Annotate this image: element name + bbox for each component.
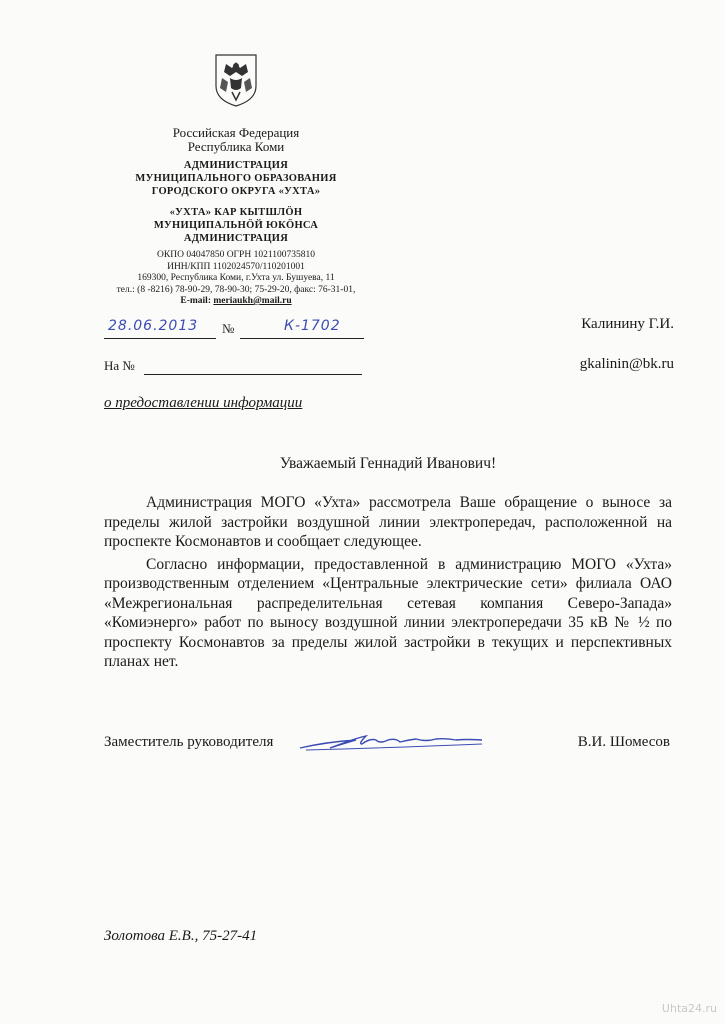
header-admin-ru — [100, 159, 372, 198]
reference-number-label: На № — [104, 358, 135, 373]
header-admin-ru-line: АДМИНИСТРАЦИЯ — [183, 160, 289, 171]
header-admin-ru-line: ГОРОДСКОГО ОКРУГА «УХТА» — [151, 186, 321, 197]
header-requisites — [100, 250, 372, 308]
executor-contact: Золотова Е.В., 75-27-41 — [104, 928, 258, 944]
header-republic: Республика Коми — [187, 139, 285, 154]
date-handwritten: 28.06.2013 — [108, 318, 199, 334]
header-admin-komi-line: МУНИЦИПАЛЬНӦЙ ЮКӦНСА — [153, 220, 319, 231]
number-label: № — [222, 321, 235, 336]
letter-body — [104, 493, 672, 675]
requisites-line: 169300, Республика Коми, г.Ухта ул. Бушуева, 11 — [137, 273, 335, 283]
addressee-email[interactable]: gkalinin@bk.ru — [579, 356, 674, 372]
reference-number-line — [144, 356, 362, 375]
requisites-email-line — [100, 296, 372, 308]
watermark: Uhta24.ru — [661, 1002, 717, 1015]
header-admin-komi — [100, 206, 372, 245]
number-handwritten: К-1702 — [284, 318, 341, 334]
email-label: E-mail: — [180, 296, 214, 306]
header-admin-komi-line: «УХТА» КАР КЫТШЛӦН — [169, 207, 303, 218]
body-paragraph: Администрация МОГО «Ухта» рассмотрела Ваше обращение о выносе за пределы жилой застройки воздушной линии электропередач, расположенной на проспекте Космонавтов и сообщает следующее. — [104, 494, 672, 550]
requisites-line: тел.: (8 -8216) 78-90-29, 78-90-30; 75-29-20, факс: 76-31-01, — [116, 284, 356, 295]
letter-subject: о предоставлении информации — [104, 395, 303, 411]
handwritten-signature — [296, 726, 486, 754]
greeting: Уважаемый Геннадий Иванович! — [279, 455, 497, 472]
header-admin-komi-line: АДМИНИСТРАЦИЯ — [183, 233, 289, 244]
body-paragraph: Согласно информации, предоставленной в администрацию МОГО «Ухта» производственным отделением «Центральные электрические сети» филиала ОАО «Межрегиональная распределительная сетевая компания Северо-Запада» «Комиэнерго» работ по выносу воздушной линии электропередачи 35 кВ № ½ по проспекту Космонавтов за пределы жилой застройки в текущих и перспективных планах нет. — [104, 555, 672, 670]
addressee-name: Калинину Г.И. — [581, 316, 674, 332]
header-country-block — [100, 126, 372, 154]
signer-name: В.И. Шомесов — [577, 734, 670, 750]
requisites-line: ОКПО 04047850 ОГРН 1021100735810 — [157, 250, 315, 260]
requisites-line: ИНН/КПП 1102024570/110201001 — [167, 261, 305, 272]
header-country: Российская Федерация — [172, 125, 300, 140]
coat-of-arms-icon — [212, 52, 260, 108]
header-email-link[interactable]: meriaukh@mail.ru — [213, 296, 292, 306]
header-admin-ru-line: МУНИЦИПАЛЬНОГО ОБРАЗОВАНИЯ — [135, 173, 337, 184]
signer-role: Заместитель руководителя — [104, 734, 274, 750]
